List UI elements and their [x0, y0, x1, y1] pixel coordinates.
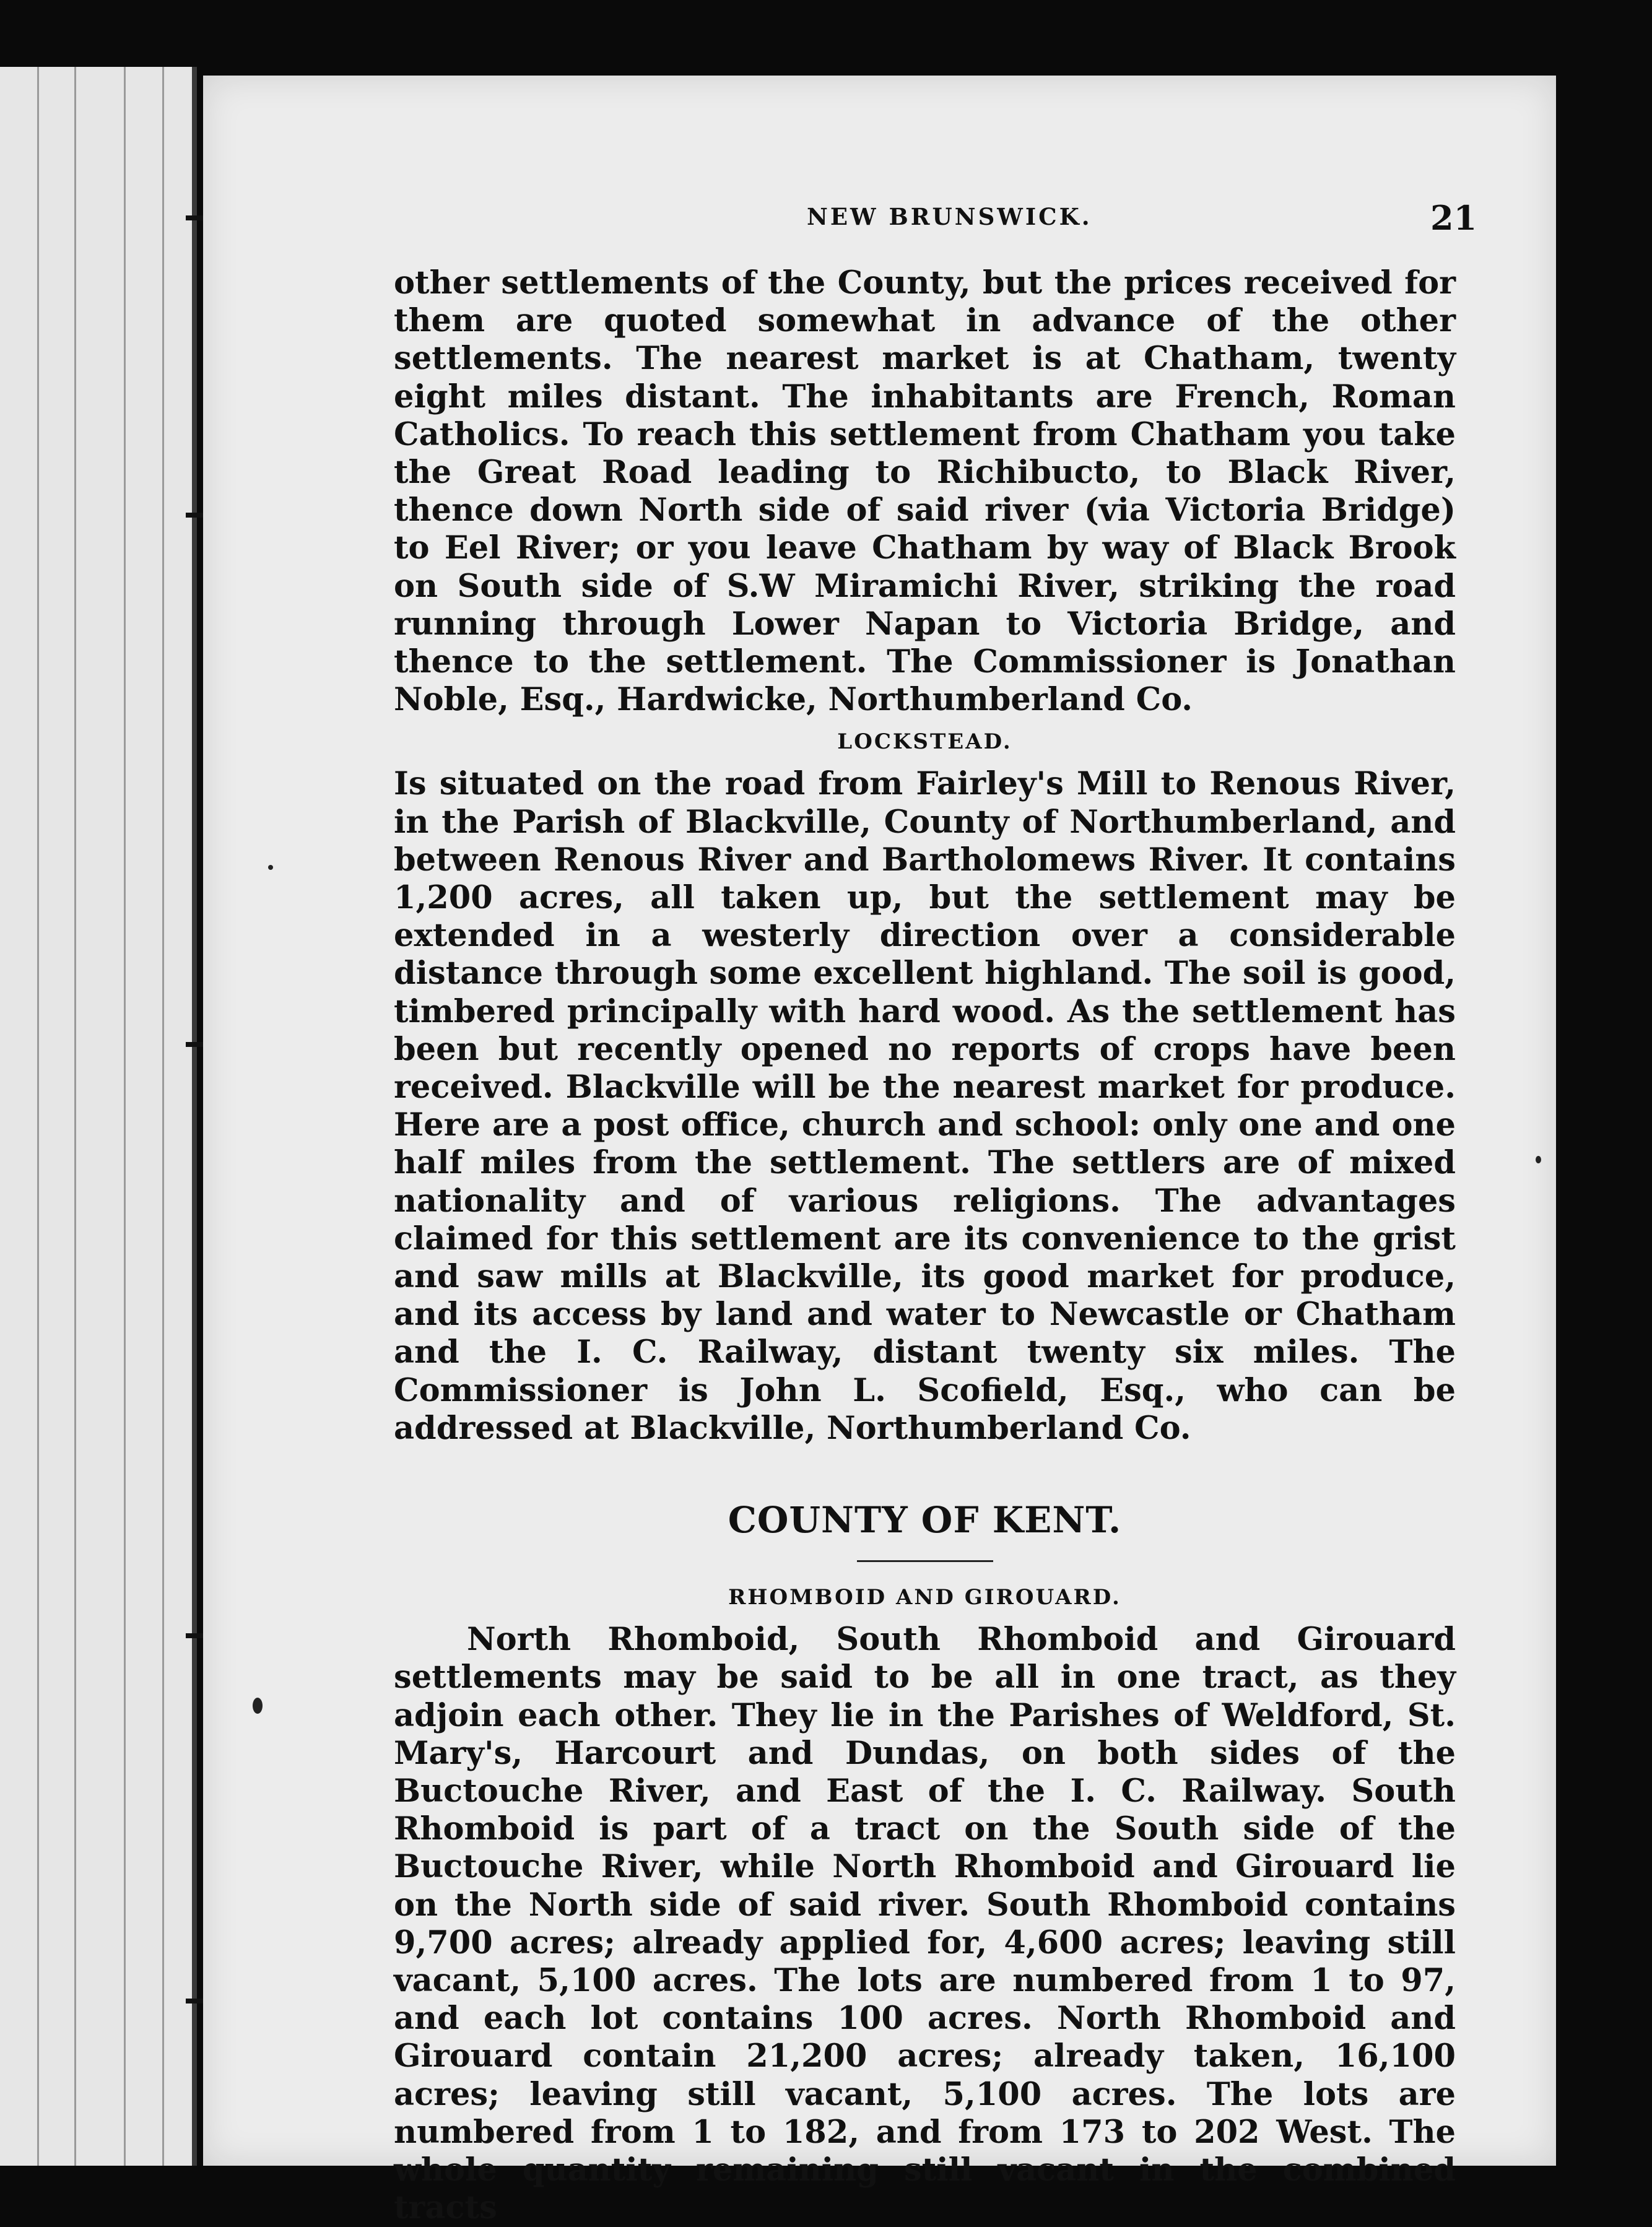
facing-page-edge [0, 67, 197, 2166]
lockstead-paragraph: Is situated on the road from Fairley's Mill to Renous River, in the Parish of Blackville, County of Northumberland, and between Renous River and Bartholomews River. It contains 1,200 acres, all taken up, but the settlement may be extended in a westerly direction over a considerable distance through some excellent highland. The soil is good, timbered principally with hard wood. As the settlement has been but recently opened no reports of crops have been received. Blackville will be the nearest market for produce. Here are a post office, church and school: only one and one half miles from the settlement. The settlers are of mixed nationality and of various religions. The advantages claimed for this settlement are its convenience to the grist and saw mills at Blackville, its good market for produce, and its access by land and water to Newcastle or Chatham and the I. C. Railway, distant twenty six miles. The Commissioner is John L. Scofield, Esq., who can be addressed at Blackville, Northumberland Co. [394, 765, 1456, 1447]
print-speck [268, 865, 273, 870]
binding-tick [186, 513, 204, 518]
page-edge-line [74, 67, 76, 2166]
page-body [394, 264, 1456, 2227]
binding-tick [186, 1633, 204, 1638]
page-edge-line [124, 67, 126, 2166]
running-head [203, 198, 1556, 241]
rhomboid-heading: RHOMBOID AND GIROUARD. [728, 1585, 1121, 1610]
running-title: NEW BRUNSWICK. [807, 203, 1092, 230]
print-speck [253, 1698, 263, 1714]
page-edge-line [162, 67, 164, 2166]
book-page [203, 76, 1556, 2227]
lockstead-heading: LOCKSTEAD. [837, 729, 1012, 755]
heading-rule [857, 1560, 993, 1562]
rhomboid-paragraph: North Rhomboid, South Rhomboid and Girouard settlements may be said to be all in one tract, as they adjoin each other. They lie in the Parishes of Weldford, St. Mary's, Harcourt and Dundas, on both sides of the Buctouche River, and East of the I. C. Railway. South Rhomboid is part of a tract on the South side of the Buctouche River, while North Rhomboid and Girouard lie on the North side of said river. South Rhomboid contains 9,700 acres; already applied for, 4,600 acres; leaving still vacant, 5,100 acres. The lots are numbered from 1 to 97, and each lot contains 100 acres. North Rhomboid and Girouard contain 21,200 acres; already taken, 16,100 acres; leaving still vacant, 5,100 acres. The lots are numbered from 1 to 182, and from 173 to 202 West. The whole quantity remaining still vacant in the combined tracts [394, 1621, 1456, 2227]
page-edge-line [37, 67, 39, 2166]
binding-tick [186, 1042, 204, 1047]
county-heading: COUNTY OF KENT. [728, 1499, 1122, 1542]
binding-tick [186, 215, 204, 220]
page-number: 21 [1430, 198, 1477, 238]
print-speck [1536, 1156, 1541, 1163]
intro-paragraph: other settlements of the County, but the prices received for them are quoted somewhat in advance of the other settlements. The nearest market is at Chatham, twenty eight miles distant. The inhabitants are French, Roman Catholics. To reach this settlement from Chatham you take the Great Road leading to Richibucto, to Black River, thence down North side of said river (via Victoria Bridge) to Eel River; or you leave Chatham by way of Black Brook on South side of S.W Miramichi River, striking the road running through Lower Napan to Victoria Bridge, and thence to the settlement. The Commissioner is Jonathan Noble, Esq., Hardwicke, Northumberland Co. [394, 264, 1456, 719]
binding-tick [186, 1999, 204, 2003]
